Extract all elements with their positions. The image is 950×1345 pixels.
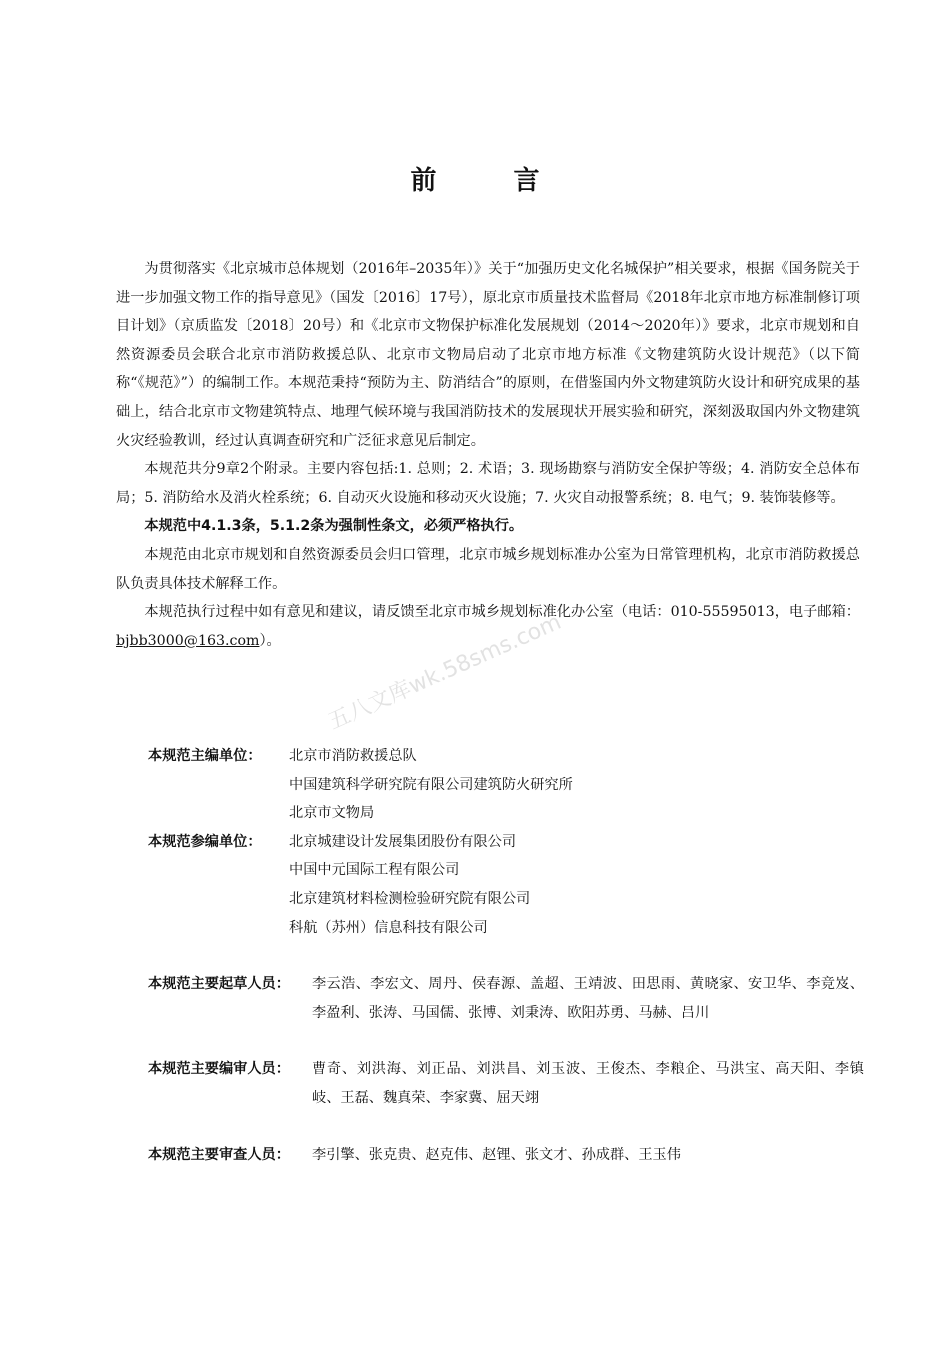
list-item: 科航（苏州）信息科技有限公司 <box>289 919 488 936</box>
chief-units-label: 本规范主编单位： <box>148 748 262 764</box>
list-item: 北京建筑材料检测检验研究院有限公司 <box>289 890 531 907</box>
participating-units-block <box>148 828 573 942</box>
list-item: 中国中元国际工程有限公司 <box>289 862 460 879</box>
reviewers-names: 李引擎、张克贵、赵克伟、赵锂、张文才、孙成群、王玉伟 <box>312 1147 681 1163</box>
paragraph-management: 本规范由北京市规划和自然资源委员会归口管理，北京市城乡规划标准办公室为日常管理机构，北京市消防救援总队负责具体技术解释工作。 <box>116 546 860 592</box>
list-item: 中国建筑科学研究院有限公司建筑防火研究所 <box>289 776 573 793</box>
paragraph-contents: 本规范共分9章2个附录。主要内容包括:1. 总则；2. 术语；3. 现场勘察与消防安全保护等级；4. 消防安全总体布局；5. 消防给水及消火栓系统；6. 自动灭火设施和移动灭火设施；7. 火灾自动报警系统；8. 电气；9. 装饰装修等。 <box>116 461 860 506</box>
paragraph-mandatory: 本规范中4.1.3条，5.1.2条为强制性条文，必须严格执行。 <box>144 518 524 535</box>
reviewers-block <box>148 1141 864 1170</box>
feedback-end: ）。 <box>259 632 281 649</box>
drafters-block <box>148 970 864 1027</box>
chief-units-list <box>289 742 573 828</box>
page-title: 前 言 <box>410 166 574 196</box>
paragraph-feedback <box>116 598 860 655</box>
reviewers-label: 本规范主要审查人员： <box>148 1147 290 1163</box>
watermark: 五八文库wk.58sms.com <box>324 609 566 736</box>
foreword-body <box>116 255 860 655</box>
participating-units-label: 本规范参编单位： <box>148 833 262 850</box>
chief-units-block <box>148 742 573 828</box>
editors-label: 本规范主要编审人员： <box>148 1061 290 1077</box>
participating-units-list <box>289 828 530 942</box>
feedback-text: 本规范执行过程中如有意见和建议，请反馈至北京市城乡规划标准化办公室（电话：010-55595013，电子邮箱： <box>144 604 860 621</box>
editors-names: 曹奇、刘洪海、刘正品、刘洪昌、刘玉波、王俊杰、李粮企、马洪宝、高天阳、李镇岐、王磊、魏真荣、李家冀、屈天翊 <box>312 1061 864 1106</box>
drafters-names: 李云浩、李宏文、周丹、侯春源、盖超、王靖波、田思雨、黄晓家、安卫华、李竞岌、李盈利、张涛、马国儒、张博、刘秉涛、欧阳苏勇、马赫、吕川 <box>312 976 864 1021</box>
list-item: 北京市消防救援总队 <box>289 748 417 764</box>
list-item: 北京市文物局 <box>289 805 375 822</box>
units-section <box>148 742 573 942</box>
list-item: 北京城建设计发展集团股份有限公司 <box>289 833 517 850</box>
paragraph-purpose: 为贯彻落实《北京城市总体规划（2016年–2035年）》关于“加强历史文化名城保护”相关要求，根据《国务院关于进一步加强文物工作的指导意见》（国发〔2016〕17号），原北京市质量技术监督局《2018年北京市地方标准制修订项目计划》（京质监发〔2018〕20号）和《北京市文物保护标准化发展规划（2014～2020年）》要求，北京市规划和自然资源委员会联合北京市消防救援总队、北京市文物局启动了北京市地方标准《文物建筑防火设计规范》（以下简称“《规范》”）的编制工作。本规范秉持“预防为主、防消结合”的原则，在借鉴国内外文物建筑防火设计和研究成果的基础上，结合北京市文物建筑特点、地理气候环境与我国消防技术的发展现状开展实验和研究，深刻汲取国内外文物建筑火灾经验教训，经过认真调查研究和广泛征求意见后制定。 <box>116 261 860 449</box>
editors-block <box>148 1055 864 1112</box>
email-link[interactable]: bjbb3000@163.com <box>116 632 260 649</box>
drafters-label: 本规范主要起草人员： <box>148 976 290 992</box>
